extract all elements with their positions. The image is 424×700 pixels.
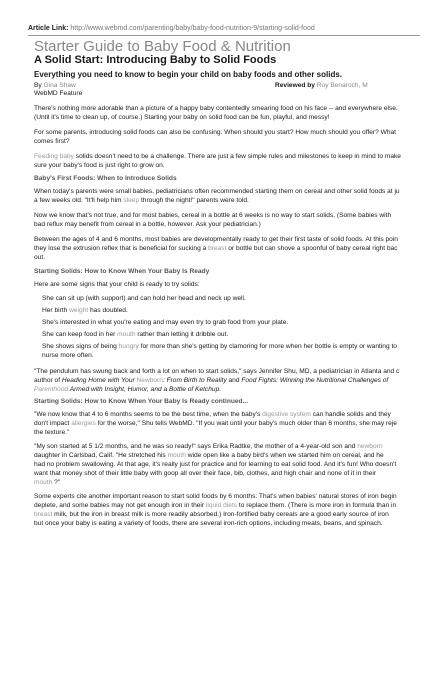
p3-line-1: solids doesn't need to be a challenge. There are just a few simple rules and milestones to keep in mind to make	[73, 153, 401, 160]
mouth-link-3[interactable]: mouth	[34, 479, 53, 486]
list-item	[42, 342, 397, 360]
book-title-2b: Armed with Insight, Humor, and a Bottle of Ketchup.	[68, 386, 222, 393]
p2-line-1: For some parents, introducing solid foods can also be confusing. When should you start? How much should you offer? What	[34, 129, 396, 136]
allergies-link[interactable]: allergies	[71, 420, 96, 427]
bullet2-b: has doubled.	[88, 307, 128, 314]
feature-label: WebMD Feature	[34, 90, 83, 97]
bullet5-b: for more than she's getting by clamoring for more when her bottle is empty or wanting to	[138, 343, 397, 350]
paragraph-ages	[34, 235, 398, 262]
p11-line-2b: to replace them. (There is more iron in formula than in	[237, 502, 397, 509]
p9-line-3: the texture."	[34, 429, 70, 436]
p11-line-4: but once your baby is eating a variety of foods, there are several iron-rich options, including meats, beans, and spinach.	[34, 520, 383, 527]
weight-link[interactable]: weight	[69, 307, 89, 314]
p6-line-2b: or bottle but can shove a spoonful of baby cereal right bac	[226, 245, 398, 252]
p8-line-2a: author of	[34, 377, 62, 384]
article-link-line	[28, 25, 315, 32]
p5-line-2: bad reflux may benefit from cereal in a bottle, however. Ask your pediatrician.)	[34, 221, 261, 228]
feeding-baby-link[interactable]: Feeding baby	[34, 153, 74, 160]
mouth-link-2[interactable]: mouth	[167, 452, 186, 459]
byline	[34, 82, 82, 98]
p3-line-2: sure your baby's food is just right to grow on.	[34, 162, 165, 169]
p10-line-1a: "My son started at 5 1/2 months, and he was so ready!" says Erika Radtke, the mother of a 4-year-old son and	[34, 443, 358, 450]
p10-line-3: had no problem swallowing. At that age, it's really just for practice and for learning to eat solid food. And it's fun! Who doesn't	[34, 461, 397, 468]
p10-line-5: ?"	[52, 479, 61, 486]
breast-link[interactable]: breast	[208, 245, 227, 252]
breast-link-2[interactable]: breast	[34, 511, 53, 518]
p8-and: and	[226, 377, 242, 384]
paragraph-intro	[34, 104, 398, 122]
list-item: She can sit up (with support) and can hold her head and neck up well.	[42, 295, 246, 302]
book-title-1a: Heading Home with Your	[61, 377, 137, 384]
paragraph-iron	[34, 492, 397, 528]
newborn-link[interactable]: Newborn	[136, 377, 163, 384]
p9-line-2b: for the worse," Shu tells WebMD. "If you wait until your baby's much older than 6 months, she may reje	[95, 420, 397, 427]
intro-line-1: There's nothing more adorable than a picture of a happy baby contentedly smearing food on his face -- and everywhere else.	[34, 105, 398, 112]
book-title-1b: : From Birth to Reality	[162, 377, 227, 384]
sleep-link[interactable]: sleep	[123, 197, 140, 204]
paragraph-signs: Here are some signs that your child is ready to try solids:	[34, 281, 200, 288]
bullet5-a: She shows signs of being	[42, 343, 119, 350]
paragraph-now	[34, 211, 391, 229]
list-item	[42, 330, 228, 339]
article-title: Starter Guide to Baby Food & Nutrition	[34, 38, 291, 55]
paragraph-radtke	[34, 442, 396, 487]
p9-line-1a: "We now know that 4 to 6 months seems to be the best time, when the baby's	[34, 411, 263, 418]
bullet4-a: She can keep food in her	[42, 331, 118, 338]
header-divider	[28, 35, 420, 36]
p6-line-3: out.	[34, 254, 45, 261]
list-item: She's interested in what you're eating and may even try to grab food from your plate.	[42, 319, 289, 326]
paragraph-pendulum	[34, 367, 399, 394]
article-link-url[interactable]: http://www.webmd.com/parenting/baby/baby-food-nutrition-9/starting-solid-food	[70, 25, 315, 32]
p2-line-2: comes first?	[34, 138, 70, 145]
article-link-label: Article Link:	[28, 25, 69, 32]
paragraph-confusing	[34, 128, 396, 146]
article-lead: Everything you need to know to begin your child on baby foods and other solids.	[34, 70, 343, 79]
p4-line-1: When today's parents were small babies, pediatricians often recommended starting them on cereal and other solid foods at ju	[34, 188, 400, 195]
liquid-diets-link[interactable]: liquid diets	[205, 502, 238, 509]
bullet2-a: Her birth	[42, 307, 70, 314]
p8-line-1: "The pendulum has swung back and forth a lot on when to start solids," says Jennifer Shu, MD, a pediatrician in Atlanta and c	[34, 368, 400, 375]
hungry-link[interactable]: hungry	[118, 343, 139, 350]
p11-line-3: milk, but the iron in breast milk is more readily absorbed.) Iron-fortified baby cereals are a good early source of iron	[52, 511, 389, 518]
p6-line-2a: they lose the extrusion reflex that is beneficial for sucking a	[34, 245, 209, 252]
intro-line-2: (Until it's time to clean up, of course.) Starting your baby on solid food can be fun, playful, and messy!	[34, 114, 330, 121]
mouth-link[interactable]: mouth	[117, 331, 136, 338]
p10-line-2b: wide open like a baby bird's when we started him on cereal, and he	[185, 452, 384, 459]
section-heading-first-foods: Baby's First Foods: When to Introduce Solids	[34, 175, 177, 182]
p10-line-4: want that money shot of their little baby with goop all over their face, bib, clothes, and high chair and none of it in their	[34, 470, 376, 477]
bullet4-b: rather than letting it dribble out.	[135, 331, 229, 338]
paragraph-past	[34, 187, 400, 205]
p4-line-2a: a few weeks old. "It'll help him	[34, 197, 124, 204]
byline-by: By	[34, 82, 42, 89]
bullet5-line-2: nurse more often.	[42, 352, 94, 359]
reviewed-by	[275, 82, 368, 89]
reviewer-name[interactable]: Roy Benaroch, M	[316, 82, 368, 89]
book-title-2a: Food Fights: Winning the Nutritional Challenges of	[241, 377, 389, 384]
article-subtitle: A Solid Start: Introducing Baby to Solid Foods	[34, 54, 277, 66]
p9-line-2a: don't impact	[34, 420, 72, 427]
p9-line-1b: can handle solids and they	[310, 411, 391, 418]
p10-line-2a: daughter in Carlsbad, Calif. "He stretched his	[34, 452, 168, 459]
paragraph-feeding	[34, 152, 401, 170]
p11-line-2a: deplete, and some babies may not get enough iron in their	[34, 502, 206, 509]
list-item	[42, 306, 128, 315]
reviewed-label: Reviewed by	[275, 82, 315, 89]
section-heading-ready: Starting Solids: How to Know When Your Baby Is Ready	[34, 268, 210, 275]
p11-line-1: Some experts cite another important reason to start solid foods by 6 months: That's when babies' natural stores of iron begin	[34, 493, 397, 500]
p5-line-1: Now we know that's not true, and for most babies, cereal in a bottle at 6 weeks is no way to start solids. (Some babies with	[34, 212, 392, 219]
digestive-system-link[interactable]: digestive system	[262, 411, 311, 418]
p6-line-1: Between the ages of 4 and 6 months, most babies are developmentally ready to get their first taste of solid foods. At this poin	[34, 236, 398, 243]
p4-line-2b: through the night!" parents were told.	[139, 197, 249, 204]
paragraph-best-time	[34, 410, 397, 437]
newborn-link-2[interactable]: newborn	[357, 443, 383, 450]
author-name[interactable]: Gina Shaw	[43, 82, 76, 89]
section-heading-ready-continued: Starting Solids: How to Know When Your Baby Is Ready continued...	[34, 398, 249, 405]
parenthood-link[interactable]: Parenthood	[34, 386, 69, 393]
